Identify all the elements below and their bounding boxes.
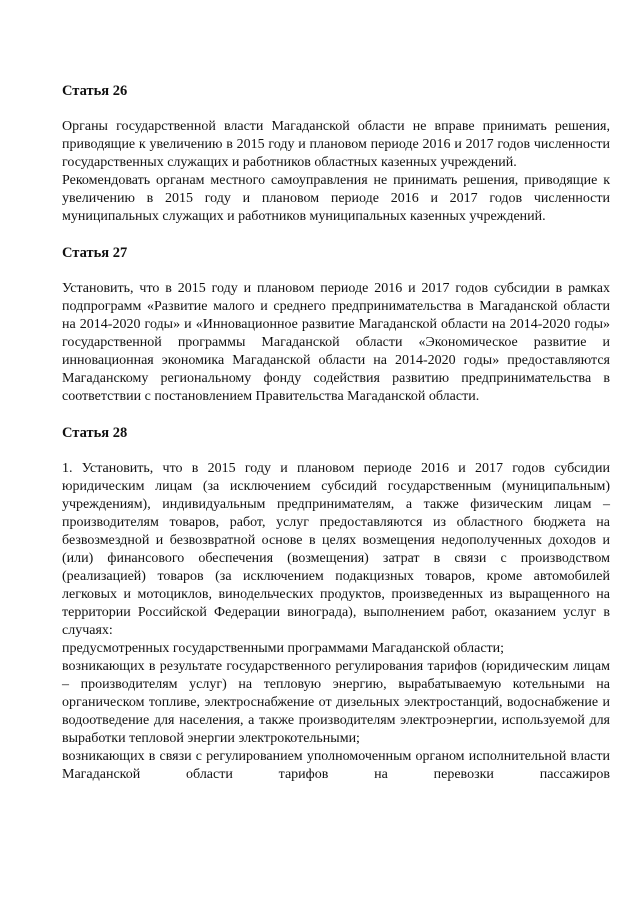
article-28-paragraph-1: 1. Установить, что в 2015 году и плановом периоде 2016 и 2017 годов субсидии юридическим лицам (за исключением субсидий государственным (муниципальным) учреждениям), индивидуальным предпринимателям, а также физическим лицам – производителям товаров, работ, услуг предоставляются из областного бюджета на безвозмездной и безвозвратной основе в целях возмещения недополученных доходов и (или) финансового обеспечения (возмещения) затрат в связи с производством (реализацией) товаров (за исключением подакцизных товаров, кроме автомобилей легковых и мотоциклов, винодельческих продуктов, произведенных из выращенного на территории Российской Федерации винограда), выполнением работ, оказанием услуг в случаях: (62, 461, 610, 638)
article-26-heading: Статья 26 (62, 83, 128, 99)
article-26-paragraph-2: Рекомендовать органам местного самоуправления не принимать решения, приводящие к увеличению в 2015 году и плановом периоде 2016 и 2017 годов численности муниципальных служащих и работников муниципальных казенных учреждений. (62, 173, 610, 224)
article-26-paragraph-1: Органы государственной власти Магаданской области не вправе принимать решения, приводящие к увеличению в 2015 году и плановом периоде 2016 и 2017 годов численности государственных служащих и работников областных казенных учреждений. (62, 119, 610, 170)
article-28-paragraph-3: возникающих в результате государственного регулирования тарифов (юридическим лицам – производителям услуг) на тепловую энергию, вырабатываемую котельными на органическом топливе, электроснабжение от дизельных электростанций, водоснабжение и водоотведение для населения, а также производителям электроэнергии, используемой для выработки тепловой энергии электрокотельными; (62, 659, 610, 746)
article-28-heading: Статья 28 (62, 425, 128, 441)
article-28-paragraph-4: возникающих в связи с регулированием уполномоченным органом исполнительной власти Магаданской области тарифов на перевозки пассажиров (62, 749, 610, 782)
article-27-paragraph-1: Установить, что в 2015 году и плановом периоде 2016 и 2017 годов субсидии в рамках подпрограмм «Развитие малого и среднего предпринимательства в Магаданской области на 2014-2020 годы» и «Инновационное развитие Магаданской области на 2014-2020 годы» государственной программы Магаданской области «Экономическое развитие и инновационная экономика Магаданской области на 2014-2020 годы» предоставляются Магаданскому региональному фонду содействия развитию предпринимательства в соответствии с постановлением Правительства Магаданской области. (62, 281, 610, 404)
article-28-paragraph-2: предусмотренных государственными программами Магаданской области; (62, 641, 505, 656)
article-27-heading: Статья 27 (62, 245, 128, 261)
